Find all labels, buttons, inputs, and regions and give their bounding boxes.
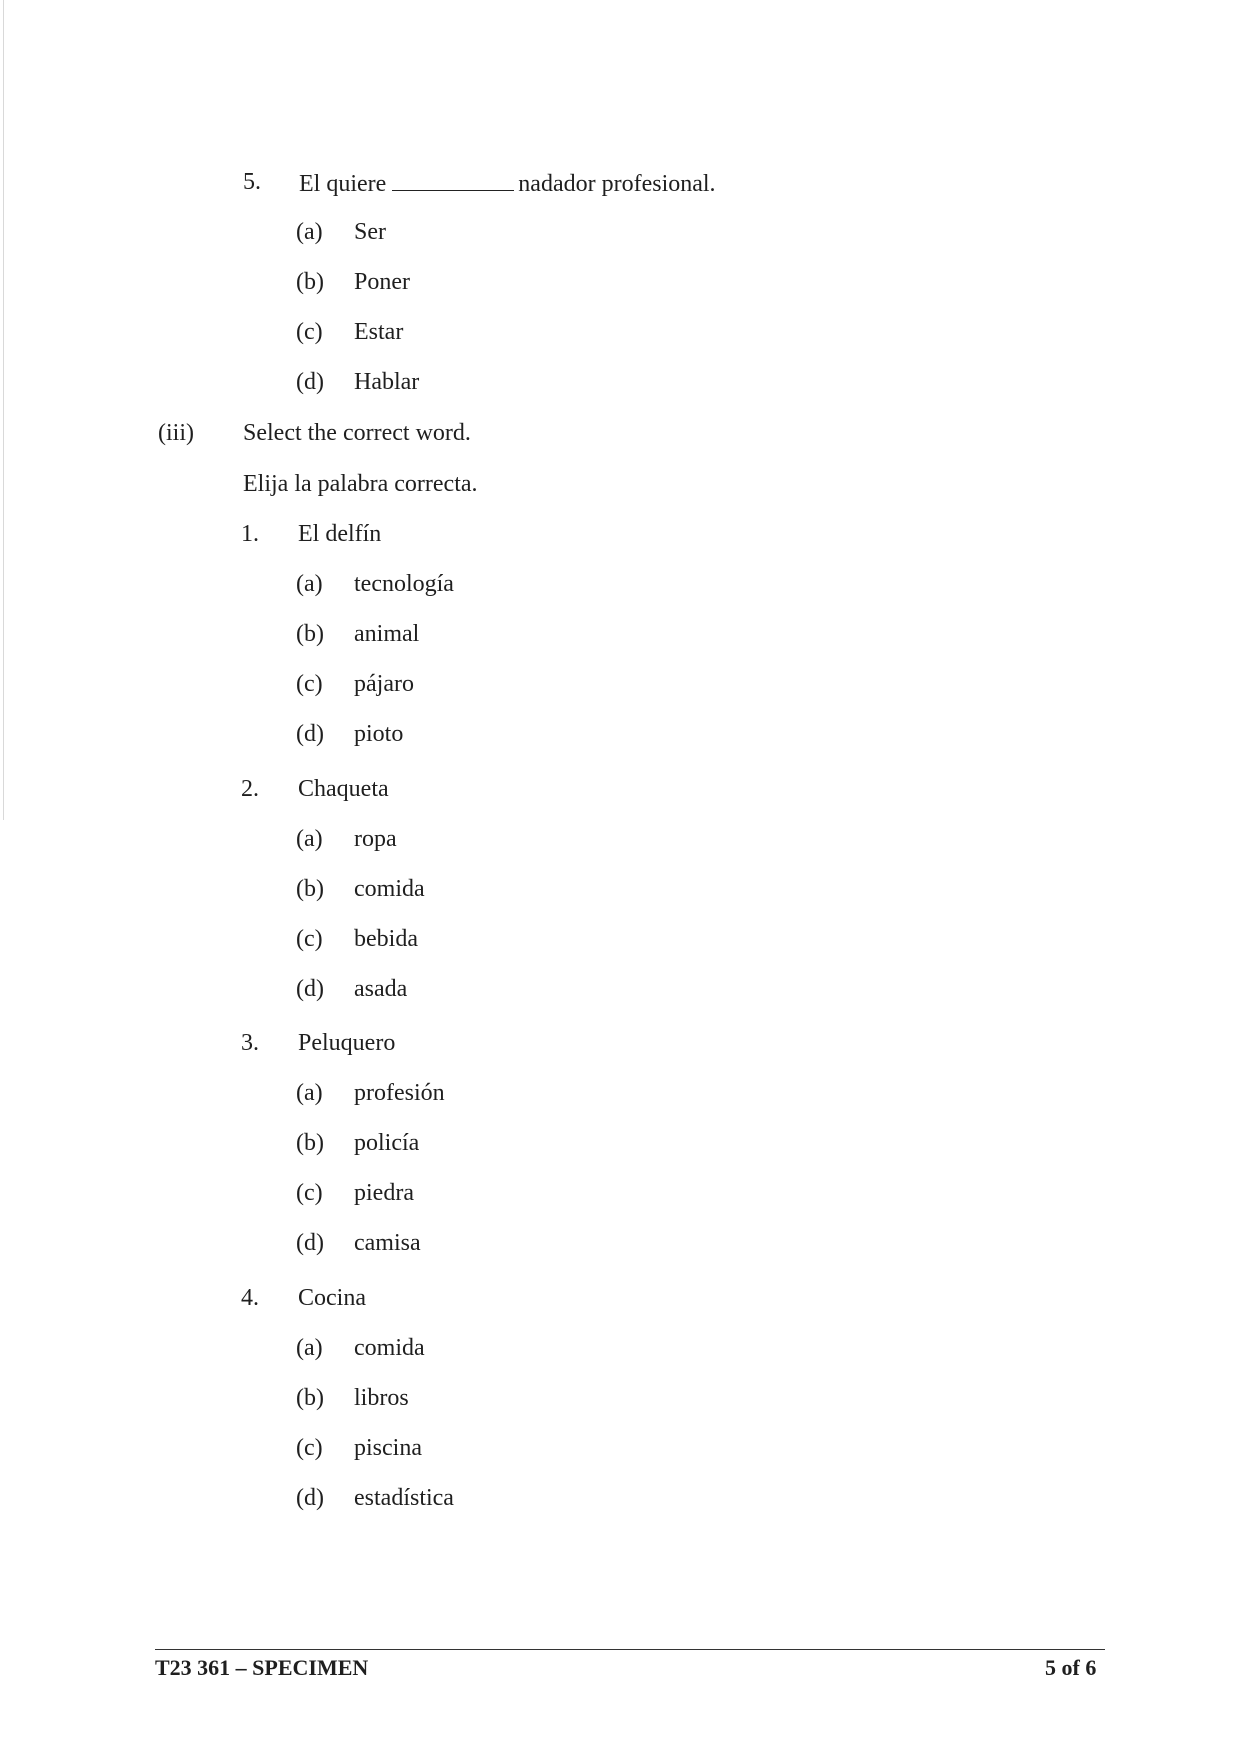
- q5-option-c-text: Estar: [354, 319, 404, 345]
- footer-divider: [155, 1649, 1105, 1650]
- q3-option-c-text: piedra: [354, 1180, 414, 1206]
- q2-option-d-letter: (d): [296, 976, 324, 1002]
- q4-option-b-text: libros: [354, 1385, 409, 1411]
- footer-page-number: 5 of 6: [1045, 1655, 1097, 1680]
- q4-option-a-letter: (a): [296, 1335, 323, 1361]
- q5-option-b-text: Poner: [354, 269, 410, 295]
- q2-option-d-text: asada: [354, 976, 408, 1002]
- q3-option-d-letter: (d): [296, 1230, 324, 1256]
- q4-option-b-letter: (b): [296, 1385, 324, 1411]
- question-3-text: Peluquero: [298, 1030, 396, 1056]
- q3-option-a-text: profesión: [354, 1080, 445, 1106]
- answer-blank: [392, 168, 514, 191]
- q3-option-b-text: policía: [354, 1130, 420, 1156]
- q3-option-b-letter: (b): [296, 1130, 324, 1156]
- q1-option-a-letter: (a): [296, 571, 323, 597]
- q5-option-a-letter: (a): [296, 219, 323, 245]
- scan-edge-line: [3, 0, 4, 820]
- q1-option-c-letter: (c): [296, 671, 323, 697]
- question-1-text: El delfín: [298, 521, 382, 547]
- question-2-text: Chaqueta: [298, 776, 389, 802]
- q2-option-a-text: ropa: [354, 826, 397, 852]
- q1-option-d-text: pioto: [354, 721, 404, 747]
- q2-option-a-letter: (a): [296, 826, 323, 852]
- question-2-number: 2.: [241, 776, 259, 802]
- q2-option-c-text: bebida: [354, 926, 418, 952]
- question-5-before-blank: El quiere: [299, 171, 387, 197]
- q1-option-b-letter: (b): [296, 621, 324, 647]
- q2-option-b-letter: (b): [296, 876, 324, 902]
- q1-option-b-text: animal: [354, 621, 420, 647]
- q2-option-b-text: comida: [354, 876, 425, 902]
- q1-option-d-letter: (d): [296, 721, 324, 747]
- q1-option-a-text: tecnología: [354, 571, 454, 597]
- question-4-text: Cocina: [298, 1285, 366, 1311]
- question-5-number: 5.: [243, 169, 261, 195]
- q4-option-a-text: comida: [354, 1335, 425, 1361]
- q4-option-c-text: piscina: [354, 1435, 422, 1461]
- q1-option-c-text: pájaro: [354, 671, 414, 697]
- q4-option-d-text: estadística: [354, 1485, 454, 1511]
- q3-option-a-letter: (a): [296, 1080, 323, 1106]
- q5-option-d-text: Hablar: [354, 369, 420, 395]
- instruction-spanish: Elija la palabra correcta.: [243, 471, 478, 497]
- question-3-number: 3.: [241, 1030, 259, 1056]
- q3-option-d-text: camisa: [354, 1230, 421, 1256]
- question-5-after-blank: nadador profesional.: [518, 171, 716, 197]
- q5-option-b-letter: (b): [296, 269, 324, 295]
- q5-option-d-letter: (d): [296, 369, 324, 395]
- q2-option-c-letter: (c): [296, 926, 323, 952]
- question-5-text: [299, 168, 716, 198]
- question-1-number: 1.: [241, 521, 259, 547]
- instruction-english: Select the correct word.: [243, 420, 471, 446]
- section-iii-label: (iii): [158, 420, 194, 446]
- footer-exam-code: T23 361 – SPECIMEN: [155, 1655, 369, 1680]
- question-4-number: 4.: [241, 1285, 259, 1311]
- q5-option-c-letter: (c): [296, 319, 323, 345]
- q3-option-c-letter: (c): [296, 1180, 323, 1206]
- q5-option-a-text: Ser: [354, 219, 386, 245]
- q4-option-d-letter: (d): [296, 1485, 324, 1511]
- q4-option-c-letter: (c): [296, 1435, 323, 1461]
